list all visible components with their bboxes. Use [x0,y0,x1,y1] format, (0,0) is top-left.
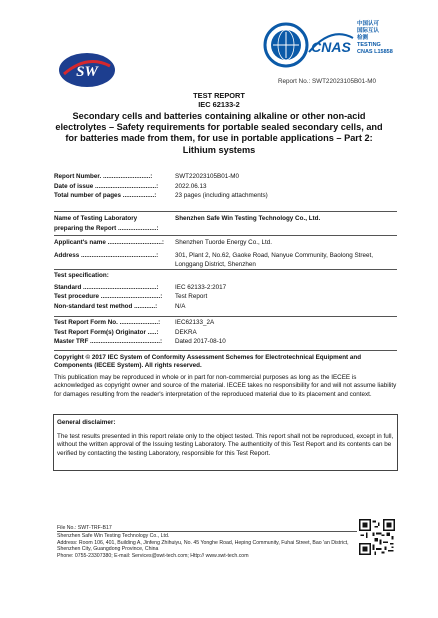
cnas-logo-text: CNAS [311,39,351,55]
copyright-body: This publication may be reproduced in whole or in part for non-commercial purposes as long as the IECEE is acknowledged as copyright owner and source of the material. IECEE takes no responsibility for and will not assume liability for damages resulting from the reader's interpretation of the reproduced material due to its placement and context. [54,374,397,398]
detail-value: SWT22023105B01-M0 [175,173,240,180]
spec-value: IEC 62133-2:2017 [175,283,227,291]
spec-label: Non-standard test method ............: [54,302,158,310]
spec-heading: Test specification: [54,272,109,279]
cnas-line: 国际互认 [357,28,380,34]
divider [54,316,397,317]
detail-value: 2022.06.13 [175,182,207,190]
footer-divider [57,531,357,532]
qr-code-icon [359,519,395,555]
testing-laboratory [54,214,397,233]
copyright-notice: Copyright © 2017 IEC System of Conformity Assessment Schemes for Electrotechnical Equipment and Components (IECEE System). All rights reserved. [54,354,362,370]
title-test-report: TEST REPORT [193,91,245,100]
detail-label: Report Number. ...........................: [54,173,153,180]
lab-label-line: preparing the Report ......................: [54,224,159,232]
spec-label: Test procedure ..................................: [54,293,163,300]
form-value: DEKRA [175,328,197,336]
applicant-label: Applicant's name ...............................: [54,239,164,246]
cnas-line: 中国认可 [357,21,380,27]
ilac-mra-emblem [263,22,309,68]
title-standard: IEC 62133-2 [198,100,240,109]
detail-row [54,182,397,192]
spec-row [54,283,397,293]
detail-row [54,191,397,201]
form-info [54,318,397,347]
disclaimer-heading: General disclaimer: [57,419,116,426]
applicant-section [54,238,397,270]
form-label: Test Report Form No. ......................: [54,319,161,326]
spec-value: N/A [175,302,186,310]
svw-logo-text: SW [76,64,98,80]
cnas-line: 检测 [357,35,369,41]
form-row [54,328,397,338]
form-row [54,337,397,347]
title-main: Secondary cells and batteries containing alkaline or other non-acid electrolytes – Safety requirements for portable sealed secondary cells, and for batteries made from them, for use in portable applications – Part 2: Lithium systems [55,111,383,155]
applicant-row [54,251,397,270]
form-row [54,318,397,328]
divider [54,211,397,212]
detail-value: 23 pages (including attachments) [175,192,268,199]
report-title [48,91,390,156]
applicant-value: 301, Plant 2, No.62, Gaoke Road, Nanyue Community, Baolong Street, Longgang District, Shenzhen [175,251,373,268]
spec-row [54,292,397,302]
test-specification [54,271,397,311]
report-details [54,172,397,201]
form-label: Test Report Form(s) Originator .....: [54,328,159,336]
spec-row [54,302,397,312]
header-report-number: Report No.: SWT22023105B01-M0 [278,78,377,85]
disclaimer-body: The test results presented in this report relate only to the object tested. This report shall not be reproduced, except in full, without the written approval of the Issuing testing Laboratory. The authenticity of this Test Report and its contents can be verified by contacting the testing Laboratory, responsible for this Test Report. [57,433,394,457]
lab-label-line: Name of Testing Laboratory [54,215,138,222]
footer-file-number: File No.: SWT-TRF-B17 [57,525,112,531]
footer-address: Address: Room 106, 401, Building A, Jinfeng Zhihuiyu, No. 45 Yonghe Road, Heping Community, Fuhai Street, Bao 'an District, Shenzhen City, Guangdong Province, China [57,539,349,552]
cnas-logo [307,32,355,56]
footer-company: Shenzhen Safe Win Testing Technology Co., Ltd. [57,533,170,539]
form-value: IEC62133_2A [175,319,215,326]
form-label: Master TRF ........................................: [54,338,163,345]
applicant-row [54,238,397,248]
divider [54,350,397,351]
divider [54,269,397,270]
svw-logo [58,52,116,88]
cnas-line: CNAS L15858 [357,49,393,55]
divider [54,235,397,236]
detail-label: Date of issue ...................................: [54,182,159,190]
lab-name: Shenzhen Safe Win Testing Technology Co., Ltd. [175,215,321,222]
applicant-label: Address ...........................................: [54,251,159,259]
applicant-value: Shenzhen Tuorde Energy Co., Ltd. [175,239,272,246]
spec-value: Test Report [175,293,208,300]
spec-heading-row [54,271,397,281]
detail-row [54,172,397,182]
footer-contact: Phone: 0755-23307380; E-mail: Services@swt-tech.com; Http:// www.swt-tech.com [57,552,249,559]
detail-label: Total number of pages ..................: [54,192,157,199]
form-value: Dated 2017-08-10 [175,338,226,345]
lab-label [54,214,171,233]
spec-label: Standard ..........................................: [54,283,159,291]
lab-row [54,214,397,233]
cnas-line: TESTING [357,42,381,48]
cnas-accreditation-text [357,21,417,56]
